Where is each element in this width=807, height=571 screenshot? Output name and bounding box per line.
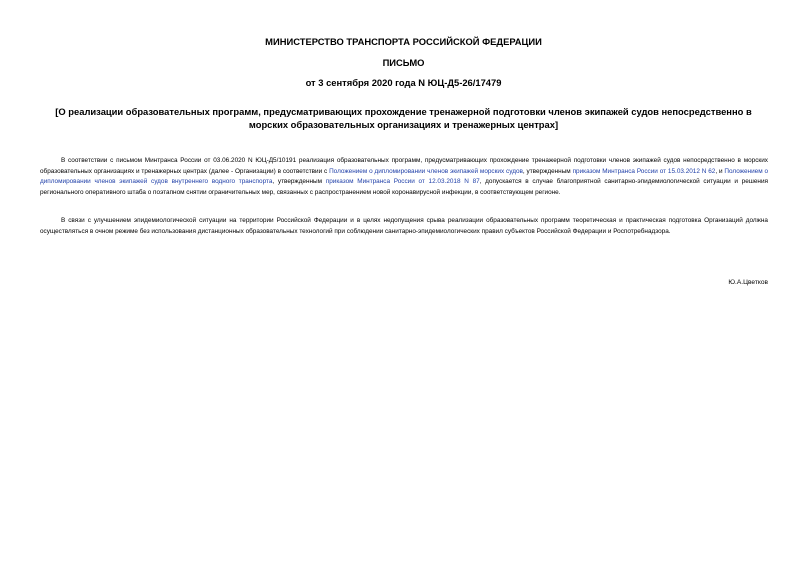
date-and-number: от 3 сентября 2020 года N ЮЦ-Д5-26/17479	[305, 77, 502, 88]
link-order-87[interactable]: приказом Минтранса России от 12.03.2018 N 87	[325, 178, 480, 186]
paragraph-1-text-3: , и	[715, 167, 725, 175]
document-type: ПИСЬМО	[382, 57, 425, 68]
paragraph-2: В связи с улучшением эпидемиологической ситуации на территории Российской Федерации и в целях недопущения срыва реализации образовательных программ теоретическая и практическая подготовка Организаций должна осуществляться в очном режиме без использования дистанционных образовательных технологий при соблюдении санитарно-эпидемиологических правил субъектов Российской Федерации и Роспотребнадзора.	[40, 217, 768, 235]
paragraph-1-text-4: , утвержденным	[272, 178, 326, 186]
paragraph-1-text-2: , утвержденным	[522, 167, 573, 175]
paragraph-1-text-5: , допускается в случае благоприятной санитарно-эпидемиологической ситуации и решения регионального оперативного штаба о поэтапном снятии ограничительных мер, связанных с распространением новой коронавирусной инфекции, в соответствующем регионе.	[40, 178, 768, 196]
paragraph-1	[40, 156, 768, 198]
ministry-heading: МИНИСТЕРСТВО ТРАНСПОРТА РОССИЙСКОЙ ФЕДЕРАЦИИ	[265, 36, 542, 47]
document-subject: [О реализации образовательных программ, предусматривающих прохождение тренажерной подготовки членов экипажей судов непосредственно в морских образовательных организациях и тренажерных центрах]	[55, 106, 752, 130]
paragraph-1-text-1: В соответствии с письмом Минтранса России от 03.06.2020 N ЮЦ-Д5/10191 реализация образовательных программ, предусматривающих прохождение тренажерной подготовки членов экипажей судов непосредственно в морских образовательных организациях и тренажерных центрах (далее - Организации) в соответствии с	[40, 157, 768, 175]
link-regulation-sea-vessels[interactable]: Положением о дипломировании членов экипажей морских судов	[329, 167, 523, 175]
link-order-62[interactable]: приказом Минтранса России от 15.03.2012 N 62	[572, 167, 716, 175]
signature: Ю.А.Цветков	[728, 279, 768, 286]
link-regulation-inland-vessels[interactable]: Положением о дипломировании членов экипажей судов внутреннего водного транспорта	[40, 167, 768, 186]
